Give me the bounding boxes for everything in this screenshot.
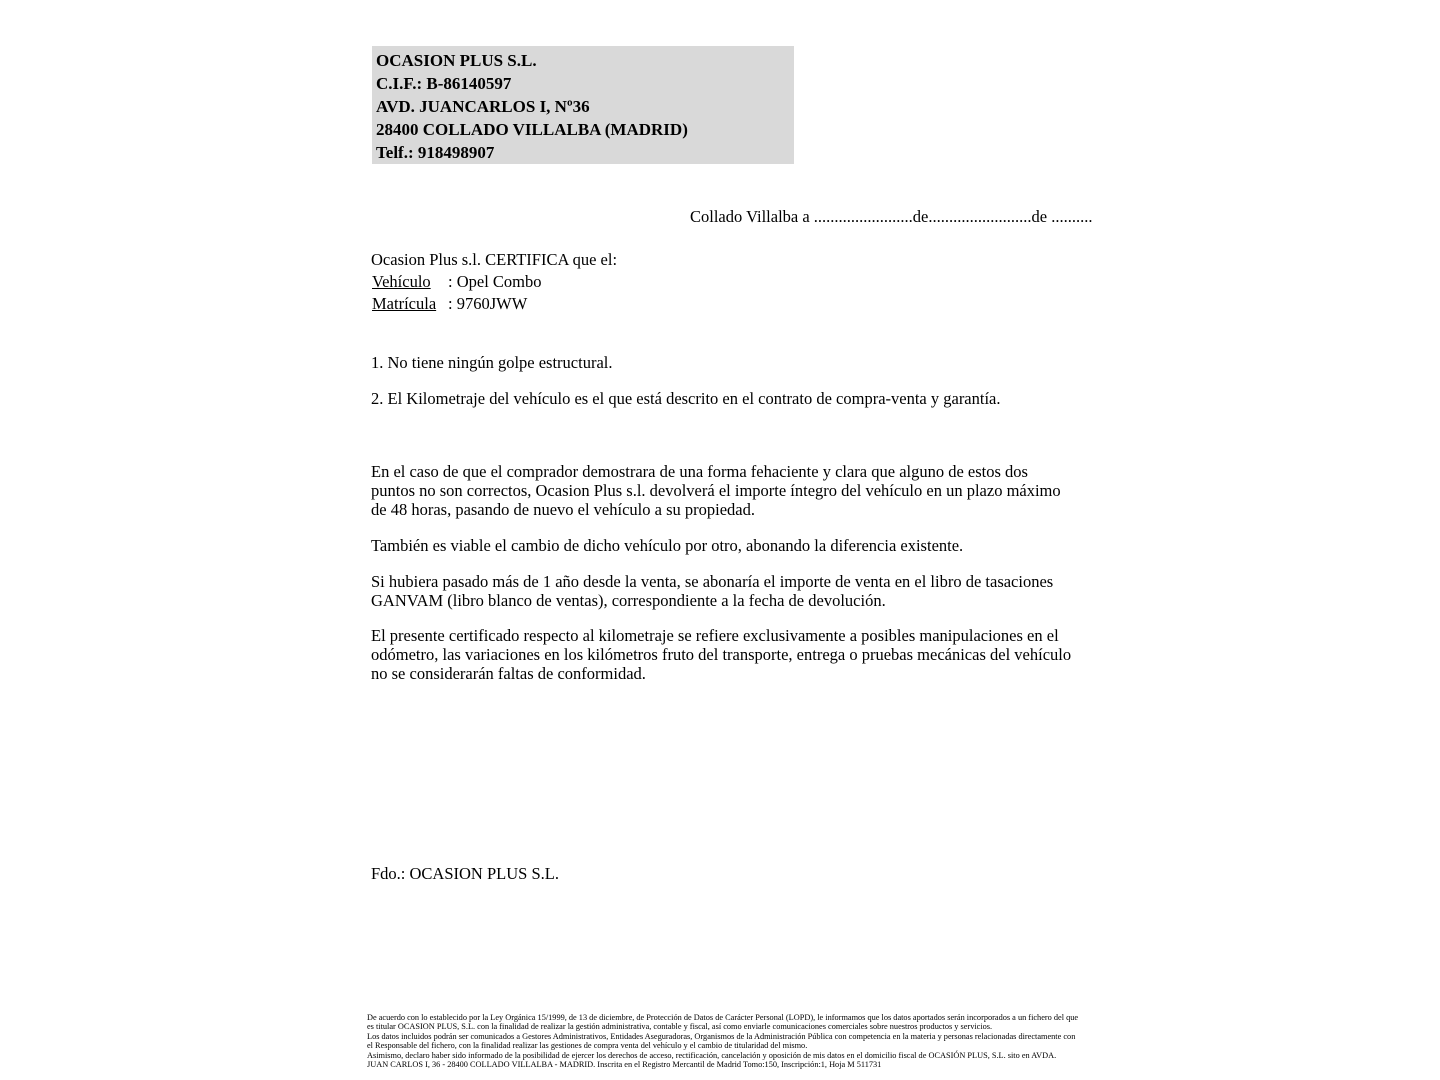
footer-derechos: Asimismo, declaro haber sido informado de la posibilidad de ejercer los derechos de acceso, rectificación, cancelación y oposición de mis datos en el domicilio fiscal de OCASIÓN PLUS, S.L. sito en AVDA. JUAN CARLOS I, 36 - 28400 COLLADO VILLALBA - MADRID. Inscrita en el Registro Mercantil de Madrid Tomo:150, Inscripción:1, Hoja M 511731 bbox=[367, 1050, 1057, 1070]
paragraph-ganvam: Si hubiera pasado más de 1 año desde la venta, se abonaría el importe de venta en el libro de tasaciones GANVAM (libro blanco de ventas), correspondiente a la fecha de devolución. bbox=[371, 572, 1054, 610]
company-city: 28400 COLLADO VILLALBA (MADRID) bbox=[376, 120, 688, 139]
paragraph-refund: En el caso de que el comprador demostrara de una forma fehaciente y clara que alguno de estos dos puntos no son correctos, Ocasion Plus s.l. devolverá el importe íntegro del vehículo en un plazo máximo de 48 horas, pasando de nuevo el vehículo a su propiedad. bbox=[371, 462, 1061, 519]
signature-line: Fdo.: OCASION PLUS S.L. bbox=[371, 864, 559, 883]
footer-lopd: De acuerdo con lo establecido por la Ley Orgánica 15/1999, de 13 de diciembre, de Protección de Datos de Carácter Personal (LOPD), le informamos que los datos aportados serán incorporados a un fichero del que es titular OCASION PLUS, S.L. con la finalidad de realizar la gestión administrativa, contable y fiscal, así como enviarle comunicaciones comerciales sobre nuestros productos y servicios. bbox=[367, 1013, 1079, 1032]
plate-line bbox=[372, 294, 527, 314]
company-phone: Telf.: 918498907 bbox=[376, 143, 495, 162]
company-header-box bbox=[372, 46, 794, 164]
company-address: AVD. JUANCARLOS I, Nº36 bbox=[376, 97, 590, 116]
vehicle-value: : Opel Combo bbox=[448, 272, 542, 291]
point-1: 1. No tiene ningún golpe estructural. bbox=[371, 353, 613, 372]
paragraph-odometer: El presente certificado respecto al kilometraje se refiere exclusivamente a posibles manipulaciones en el odómetro, las variaciones en los kilómetros fruto del transporte, entrega o pruebas mecánicas del vehículo no se considerarán faltas de conformidad. bbox=[371, 626, 1072, 683]
company-name: OCASION PLUS S.L. bbox=[376, 51, 537, 70]
vehicle-label: Vehículo bbox=[372, 272, 431, 291]
paragraph-exchange: También es viable el cambio de dicho vehículo por otro, abonando la diferencia existente. bbox=[371, 536, 964, 555]
vehicle-line bbox=[372, 272, 542, 292]
company-cif: C.I.F.: B-86140597 bbox=[376, 74, 512, 93]
footer-datos: Los datos incluidos podrán ser comunicados a Gestores Administrativos, Entidades Aseguradoras, Organismos de la Administración Pública con competencia en la materia y personas relacionadas directamente con el Responsable del fichero, con la finalidad realizar las gestiones de compra venta del vehículo y el cambio de titularidad del mismo. bbox=[367, 1031, 1076, 1051]
point-2: 2. El Kilometraje del vehículo es el que está descrito en el contrato de compra-venta y garantía. bbox=[371, 389, 1001, 408]
plate-label: Matrícula bbox=[372, 294, 437, 313]
legal-footer bbox=[367, 1013, 1079, 1069]
certify-intro: Ocasion Plus s.l. CERTIFICA que el: bbox=[371, 250, 618, 269]
date-line: Collado Villalba a ........................de.........................de .......... bbox=[690, 207, 1093, 226]
plate-value: : 9760JWW bbox=[448, 294, 528, 313]
